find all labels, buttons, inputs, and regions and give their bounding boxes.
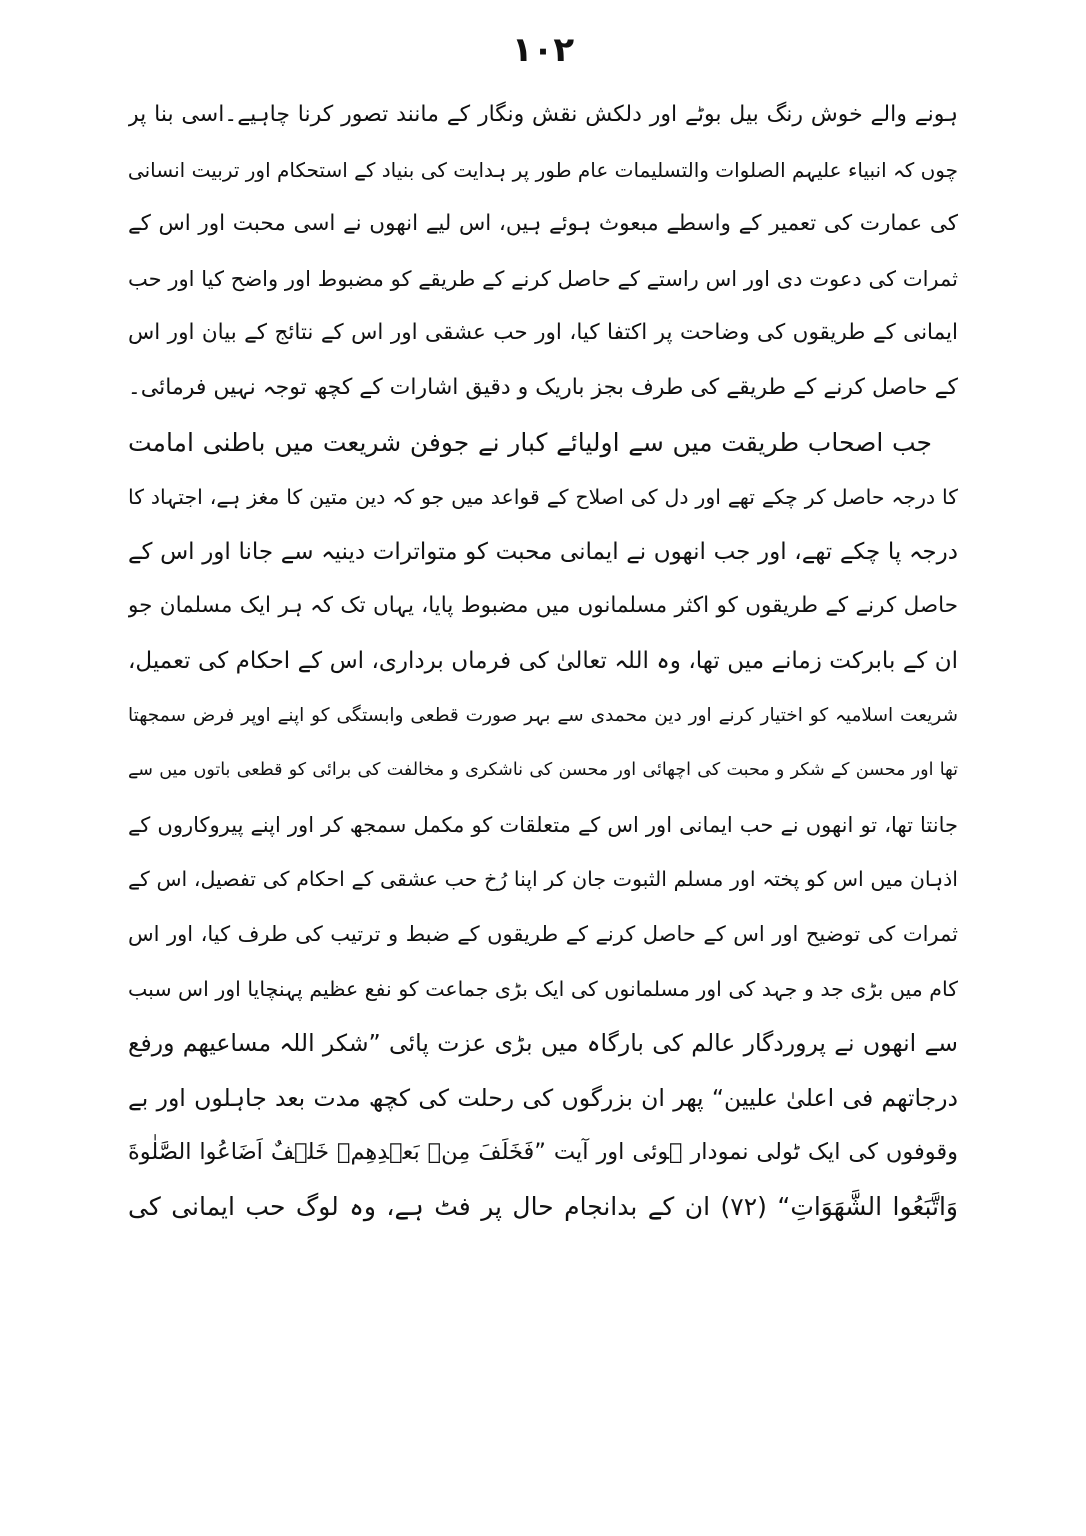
text-line: کی عمارت کی تعمیر کے واسطے مبعوث ہوئے ہیں، اس لیے انھوں نے اسی محبت اور اس کے	[128, 211, 958, 237]
paragraph-start-line: جب اصحاب طریقت میں سے اولیائے کبار نے جوفن شریعت میں باطنی امامت	[128, 427, 932, 457]
text-line: کا درجہ حاصل کر چکے تھے اور دل کی اصلاح کے قواعد میں جو کہ دین متین کا مغز ہے، اجتہاد کا	[128, 485, 958, 510]
text-line: شریعت اسلامیہ کو اختیار کرنے اور دین محمدی سے بہر صورت قطعی وابستگی کو اپنے اوپر فرض سمجھتا	[128, 704, 958, 726]
text-line: جانتا تھا، تو انھوں نے حب ایمانی اور اس کے متعلقات کو مکمل سمجھ کر اور اپنے پیروکاروں کے	[128, 812, 958, 837]
text-line: ثمرات کی توضیح اور اس کے حاصل کرنے کے طریقوں کے ضبط و ترتیب کی طرف کیا، اور اس	[128, 921, 958, 946]
text-line: وَاتَّبَعُوا الشَّهَوَاتِ“ (۷۲) ان کے بدانجام حال پر فٹ ہے، وہ لوگ حب ایمانی کی	[128, 1191, 958, 1221]
text-line: ثمرات کی دعوت دی اور اس راستے کے حاصل کرنے کے طریقے کو مضبوط اور واضح کیا اور حب	[128, 266, 958, 291]
text-line: درجہ پا چکے تھے، اور جب انھوں نے ایمانی محبت کو متواترات دینیہ سے جانا اور اس کے	[128, 538, 958, 565]
text-line: ایمانی کے طریقوں کی وضاحت پر اکتفا کیا، اور حب عشقی اور اس کے نتائج کے بیان اور اس	[128, 320, 958, 346]
text-line: کے حاصل کرنے کے طریقے کی طرف بجز باریک و دقیق اشارات کے کچھ توجہ نہیں فرمائی۔	[128, 374, 958, 400]
text-line: تھا اور محسن کے شکر و محبت کی اچھائی اور محسن کی ناشکری و مخالفت کی برائی کو قطعی باتوں میں سے	[128, 760, 958, 781]
text-line: حاصل کرنے کے طریقوں کو اکثر مسلمانوں میں مضبوط پایا، یہاں تک کہ ہر ایک مسلمان جو	[128, 593, 958, 619]
text-line: کام میں بڑی جد و جہد کی اور مسلمانوں کی ایک بڑی جماعت کو نفع عظیم پہنچایا اور اس سبب	[128, 976, 958, 1001]
text-line: سے انھوں نے پروردگار عالم کی بارگاہ میں بڑی عزت پائی ”شکر اللہ مساعیھم ورفع	[128, 1029, 958, 1058]
text-line: چوں کہ انبیاء علیہم الصلوات والتسلیمات عام طور پر ہدایت کی بنیاد کے استحکام اور تربیت انسانی	[128, 157, 958, 182]
text-line: ہونے والے خوش رنگ بیل بوٹے اور دلکش نقش ونگار کے مانند تصور کرنا چاہیے۔اسی بنا پر	[128, 102, 958, 127]
body-text	[128, 88, 958, 1234]
page-number: ١٠٢	[511, 30, 575, 70]
text-line: اذہان میں اس کو پختہ اور مسلم الثبوت جان کر اپنا رُخ حب عشقی کے احکام کی تفصیل، اس کے	[128, 867, 958, 892]
text-line: ان کے بابرکت زمانے میں تھا، وہ اللہ تعالیٰ کی فرماں برداری، اس کے احکام کی تعمیل،	[128, 647, 958, 674]
text-line: وقوفوں کی ایک ٹولی نمودار ہوئی اور آیت ”فَخَلَفَ مِنۢ بَعۡدِهِمۡ خَلۡفٌ اَضَاعُوا الصَّلٰوةَ	[128, 1139, 958, 1166]
text-line: درجاتھم فی اعلیٰ علیین“ پھر ان بزرگوں کی رحلت کی کچھ مدت بعد جاہلوں اور بے	[128, 1083, 958, 1112]
